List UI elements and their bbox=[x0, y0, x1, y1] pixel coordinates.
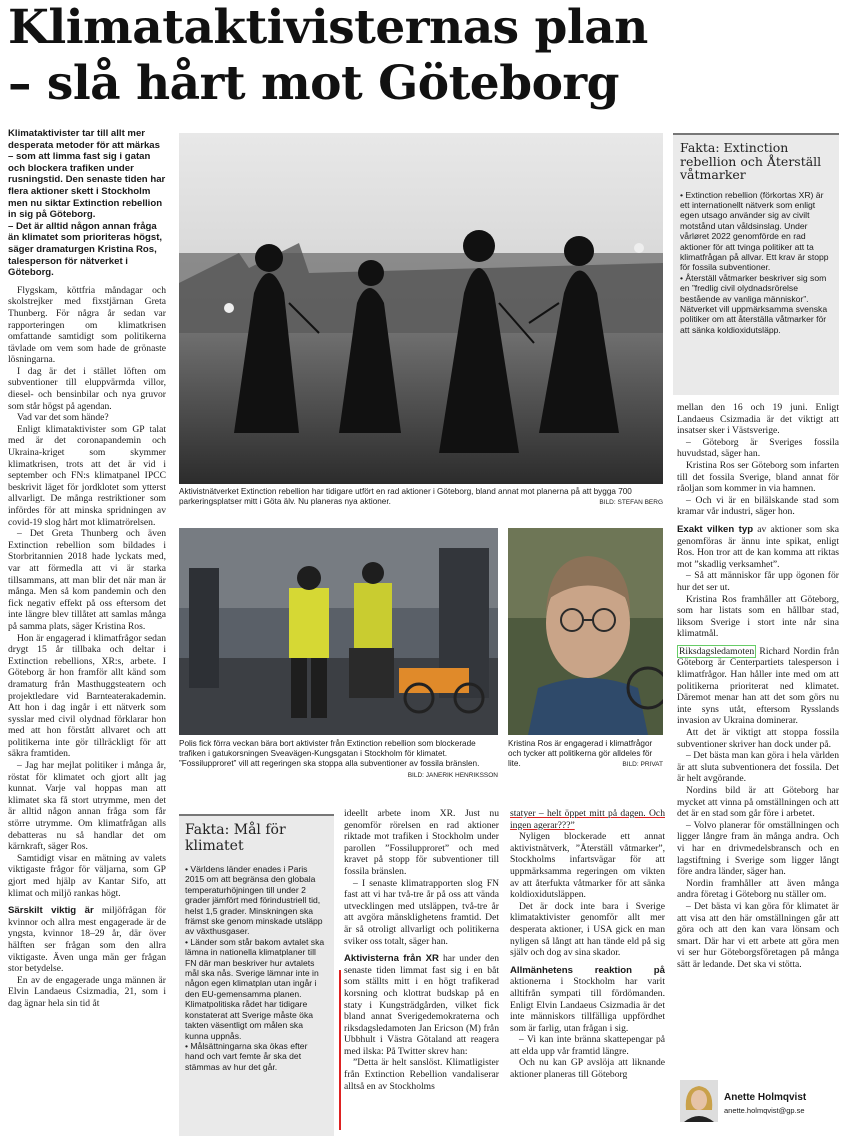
main-photo-caption bbox=[179, 487, 663, 508]
body-paragraph: – Det bästa vi kan göra för klimatet är att visa att den här omställningen går att göra och att den kan vara lönsam och smart. Där har vi ett arbete att göra men vi ser hur Göteborgsföretagen på många sätt är ledande. Det ska vi stötta. bbox=[677, 900, 839, 970]
fact-bullet: • Målsättningarna ska ökas efter hand och vart femte år ska det stämmas av hur det går. bbox=[185, 1040, 308, 1072]
caption-text: Kristina Ros är engagerad i klimatfrågor och tycker att politikerna gör alldeles för lite. bbox=[508, 739, 653, 769]
body-paragraph: Nordins bild är att Göteborg har mycket att vinna på omställningen och att det är en stad som går före i arbetet. bbox=[677, 785, 839, 820]
body-paragraph: En av de engagerade unga männen är Elvin Landaeus Csizmadia, 21, som i dag ägnar hela sin tid åt bbox=[8, 974, 166, 1009]
body-paragraph: ideellt arbete inom XR. Just nu genomför rörelsen en rad aktioner riktade mot trafiken i Stockholm under parollen ”Fossilupproret” och med kravet på stopp för subventioner till fossila bränslen. bbox=[344, 808, 499, 877]
author-email[interactable]: anette.holmqvist@gp.se bbox=[724, 1106, 805, 1115]
body-paragraph: – Det bästa man kan göra i hela världen är att sluta subventionera det fossila. Det är helt avgörande. bbox=[677, 750, 839, 785]
author-name: Anette Holmqvist bbox=[724, 1092, 807, 1103]
body-paragraph: Enligt klimataktivister som GP talat med är det coronapandemin och Ukraina-kriget som skymmer klimatkrisen, trots att det är vid i september och FN:s klimatpanel IPCC beskrivit läget för jordklotet som ytterst allvarligt. De många restriktioner som infördes för att minska spridningen av covid-19 slog hårt mot klimatrörelsen. bbox=[8, 423, 166, 528]
article-column-4 bbox=[510, 808, 665, 1081]
body-paragraph: Samtidigt visar en mätning av valets viktigaste frågor för väljarna, som GP gjort med hjälp av Kantar Sifo, att klimat och miljö rankas högt. bbox=[8, 852, 166, 899]
body-paragraph: Nordin framhåller att även många andra företag i Göteborg nu ställer om. bbox=[677, 877, 839, 901]
fact-box-extinction-rebellion bbox=[673, 133, 839, 395]
highlighted-word: Riksdagsledamoten bbox=[679, 645, 755, 657]
article-column-3 bbox=[344, 808, 499, 1092]
lead-paragraph-2: – Det är alltid någon annan fråga än klimatet som prioriteras högst, säger dramaturgen Kristina Ros, talesperson för nätverket i Göteborg. bbox=[8, 220, 163, 279]
author-avatar bbox=[680, 1080, 718, 1122]
body-paragraph: mellan den 16 och 19 juni. Enligt Landaeus Csizmadia är det viktigt att insatser sker i Västsverige. bbox=[677, 402, 839, 437]
kristina-ros-caption bbox=[508, 739, 663, 771]
kristina-ros-photo bbox=[508, 528, 663, 735]
fact-bullet: • Återställ våtmarker beskriver sig som en ”fredlig civil olydnadsrörelse bestående av vanliga människor”. Nätverket vill uppmärksamma svenska politiker om att återställa våtmarker för att sänka koldioxidutsläpp. bbox=[680, 272, 828, 335]
fact-box-body bbox=[680, 190, 832, 336]
body-paragraph: – Volvo planerar för omställningen och ligger långre fram än många andra. Och vi har en drivmedelsbransch och en lagstiftning i Sverige som ligger långt före andra länder, säger han. bbox=[677, 819, 839, 878]
article-column-5 bbox=[677, 402, 839, 971]
subhead-lead: Exakt vilken typ bbox=[677, 523, 754, 535]
body-paragraph: – Jag har mejlat politiker i många år, röstat för klimatet och gjort allt jag kunnat. Varje val hoppas man att klimatet ska få stort utrymme, men det är alltid någon annan fråga som får större utrymme. Om klimatfrågan alls debatteras nu så handlar det om kärnkraft, säger Ros. bbox=[8, 760, 166, 853]
body-paragraph: – Och vi är en bilälskande stad som kramar vår industri, säger hon. bbox=[677, 494, 839, 518]
author-photo-image bbox=[680, 1080, 718, 1122]
body-paragraph: Hon är engagerad i klimatfrågor sedan drygt 15 år tillbaka och deltar i Extinction rebellions, XR:s, arbete. I Göteborg är hon framför allt känd som dramaturg från Masthuggsteatern och projektledare vid Barnteaterakademin. Att hon i dag ingår i ett nätverk som sysslar med civil olydnad förklarar hon med att hon förstått allvaret och att politikerna inte gör tillräckligt för att säkra framtiden. bbox=[8, 632, 166, 760]
fact-box-body bbox=[185, 864, 328, 1072]
fact-bullet: • Länder som står bakom avtalet ska lämna in nationella klimatplaner till FN där man beskriver hur avtalets mål ska nås. Sverige lämnar inte in någon egen klimatplan utan ingår i den EU-gemensamma planen. Klimatpolitiska rådet har tidigare konstaterat att Sverige måste öka takten väsentligt om målen ska kunna uppnås. bbox=[185, 936, 325, 1041]
body-paragraph: I dag är det i stället löften om subventioner till eluppvärmda villor, diesel- och bensinbilar och nya gruvor som står högst på agendan. bbox=[8, 365, 166, 412]
article-column-1 bbox=[8, 128, 166, 1010]
headline bbox=[8, 0, 838, 112]
lead-paragraph-1: Klimataktivister tar till allt mer desperata metoder för att märkas – som att limma fast sig i gatan och blockera trafiken under rusningstid. Den senaste tiden har flera aktioner skett i Stockholm men nu siktar Extinction rebellion in sig på Göteborg. bbox=[8, 128, 166, 221]
photo-credit: BILD: JANERIK HENRIKSSON bbox=[407, 771, 498, 779]
body-paragraph: – Göteborg är Sveriges fossila huvudstad, säger han. bbox=[677, 436, 839, 460]
body-paragraph: Särskilt viktig är miljöfrågan för kvinnor och allra mest engagerade är de yngsta, kvinnor 18–29 år, där över hälften ser frågan som den allra viktigaste. Även unga män ger frågan stor betydelse. bbox=[8, 905, 166, 975]
fact-bullet: • Extinction rebellion (förkortas XR) är ett internationellt nätverk som enligt egen utsago använder sig av civilt motstånd utan våldsinslag. Under vårløret 2022 genomförde en rad aktioner för att tvinga politiker att ta klimatfrågan på allvar. Ett krav är stopp för fossila subventioner. bbox=[680, 189, 829, 273]
body-paragraph: Kristina Ros framhåller att Göteborg, som har listats som en hållbar stad, liksom Sverige i stort inte når sina klimatmål. bbox=[677, 593, 839, 640]
activists-photo-image bbox=[179, 133, 663, 484]
subhead-lead: Särskilt viktig är bbox=[8, 905, 94, 917]
body-paragraph: Riksdagsledamoten Richard Nordin från Göteborg är Centerpartiets talesperson i klimatfrågor. Han håller inte med om att politikerna prioriterat ned klimatet. Däremot menar han att det som görs nu inte syns utåt, eftersom Rysslands invasion av Ukraina dominerar. bbox=[677, 645, 839, 727]
red-margin-mark bbox=[339, 970, 341, 1130]
body-paragraph: Att det är viktigt att stoppa fossila subventioner skriver han dock under på. bbox=[677, 727, 839, 750]
photo-credit: BILD: STEFAN BERG bbox=[599, 499, 663, 507]
body-paragraph: Allmänhetens reaktion på aktionerna i Stockholm har varit alltifrån sympati till fördömanden. Enligt Elvin Landaeus Csizmadia är det inte människors tillfälliga uppfördhet som är farlig, utan frågan i sig. bbox=[510, 964, 665, 1034]
fact-box-title: Fakta: Extinction rebellion och Återställ våtmarker bbox=[680, 140, 822, 182]
caption-text: Aktivistnätverket Extinction rebellion har tidigare utfört en rad aktioner i Göteborg, bland annat mot planerna på att bygga 700 parkeringsplatser mitt i Göta älv. Nu planeras nya aktioner. bbox=[179, 487, 632, 507]
body-paragraph: – I senaste klimatrapporten slog FN fast att vi har två-tre år på oss att vända utvecklingen med utsläppen, två-tre år att avgöra mänsklighetens framtid. Det är så otroligt allvarligt och politikerna sviker oss totalt, säger han. bbox=[344, 877, 499, 947]
portrait-photo-image bbox=[508, 528, 663, 735]
body-paragraph: Kristina Ros ser Göteborg som infarten till det fossila Sverige, bland annat för råoljan som kommer in via hamnen. bbox=[677, 459, 839, 495]
subhead-lead: Allmänhetens reaktion på bbox=[510, 964, 665, 976]
body-paragraph: Flygskam, köttfria måndagar och skolstrejker med fixstjärnan Greta Thunberg. För några år sedan var rapporteringen om klimatkrisen omfattande samtidigt som politikerna tävlade om vem som hade de grönaste lösningarna. bbox=[8, 284, 166, 366]
caption-text: Polis fick förra veckan bära bort aktivister från Extinction rebellion som blockerade trafiken i gatukorsningen Sveavägen-Kungsgatan i Stockholm för klimatet. ”Fossilupproret” vill att regeringen ska stoppa alla subventioner av fossila bränslen. bbox=[179, 739, 480, 769]
main-photo-activists bbox=[179, 133, 663, 484]
fact-bullet: • Världens länder enades i Paris 2015 om att begränsa den globala temperaturhöjningen till under 2 grader jämfört med förindustriell tid, helst 1,5 grader. Minskningen ska främst ske genom minskade utsläpp av växthusgaser. bbox=[185, 864, 323, 937]
body-paragraph: Vad var det som hände? bbox=[17, 412, 109, 424]
subhead-lead: Aktivisterna från XR bbox=[344, 953, 439, 965]
lead-text bbox=[8, 128, 166, 279]
body-paragraph: – Vi kan inte bränna skattepengar på att elda upp vår framtid längre. bbox=[510, 1034, 665, 1057]
body-paragraph: Exakt vilken typ av aktioner som ska genomföras är ännu inte spikat, enligt Ros. Hon tror att de kan komma att riktas mot ”skadlig verksamhet”. bbox=[677, 523, 839, 570]
body-paragraph: statyer – helt öppet mitt på dagen. Och ingen agerar???” bbox=[510, 808, 665, 831]
body-paragraph: – Det Greta Thunberg och även Extinction rebellion som bildades i Storbritannien 2018 hade lyckats med, var att förmedla att vi är starka tillsammans, att man blir det när man är många. Men så kom pandemin och den fick negativ effekt på oss eftersom det inte längre blev tillåtet att samlas många på samma plats, säger Kristina Ros. bbox=[8, 528, 166, 632]
author-byline bbox=[680, 1080, 840, 1130]
body-paragraph: Och nu kan GP avslöja att liknande aktioner planeras till Göteborg bbox=[510, 1057, 665, 1081]
photo-credit: BILD: PRIVAT bbox=[622, 761, 663, 769]
headline-line-1: Klimataktivisternas plan bbox=[8, 0, 648, 55]
body-paragraph: Det är dock inte bara i Sverige klimataktivister genomför allt mer desperata aktioner, i USA gick en man nyligen så långt att han tände eld på sig själv och dog av sina skador. bbox=[510, 900, 665, 959]
headline-line-2: – slå hårt mot Göteborg bbox=[8, 56, 620, 111]
body-paragraph: Nyligen blockerade ett annat aktivistnätverk, ”Återställ våtmarker”, Stockholms infartsvägar för att uppmärksamma regeringen om vikten av att återfukta våtmarker för att sänka koldioxidutsläppen. bbox=[510, 831, 665, 901]
body-paragraph: ”Detta är helt sanslöst. Klimatligister från Extinction Rebellion vandaliserar alltså en av Stockholms bbox=[344, 1057, 499, 1092]
police-photo-caption bbox=[179, 739, 498, 781]
body-paragraph: – Så att människor får upp ögonen för hur det ser ut. bbox=[677, 570, 839, 593]
police-photo-image bbox=[179, 528, 498, 735]
fact-box-title: Fakta: Mål för klimatet bbox=[185, 822, 286, 854]
body-paragraph: Aktivisterna från XR har under den senaste tiden limmat fast sig i en båt som ställts mitt i en högt trafikerad korsning och klottrat budskap på en staty i Kungsträdgården, vilket fick bland annat Sverigedemokraterna och riksdagsledamoten Jan Ericson (M) från Ubbhult i Västra Götaland att reagera med ilska: På Twitter skrev han: bbox=[344, 953, 499, 1057]
police-photo bbox=[179, 528, 498, 735]
fact-box-climate-goals bbox=[179, 814, 334, 1136]
